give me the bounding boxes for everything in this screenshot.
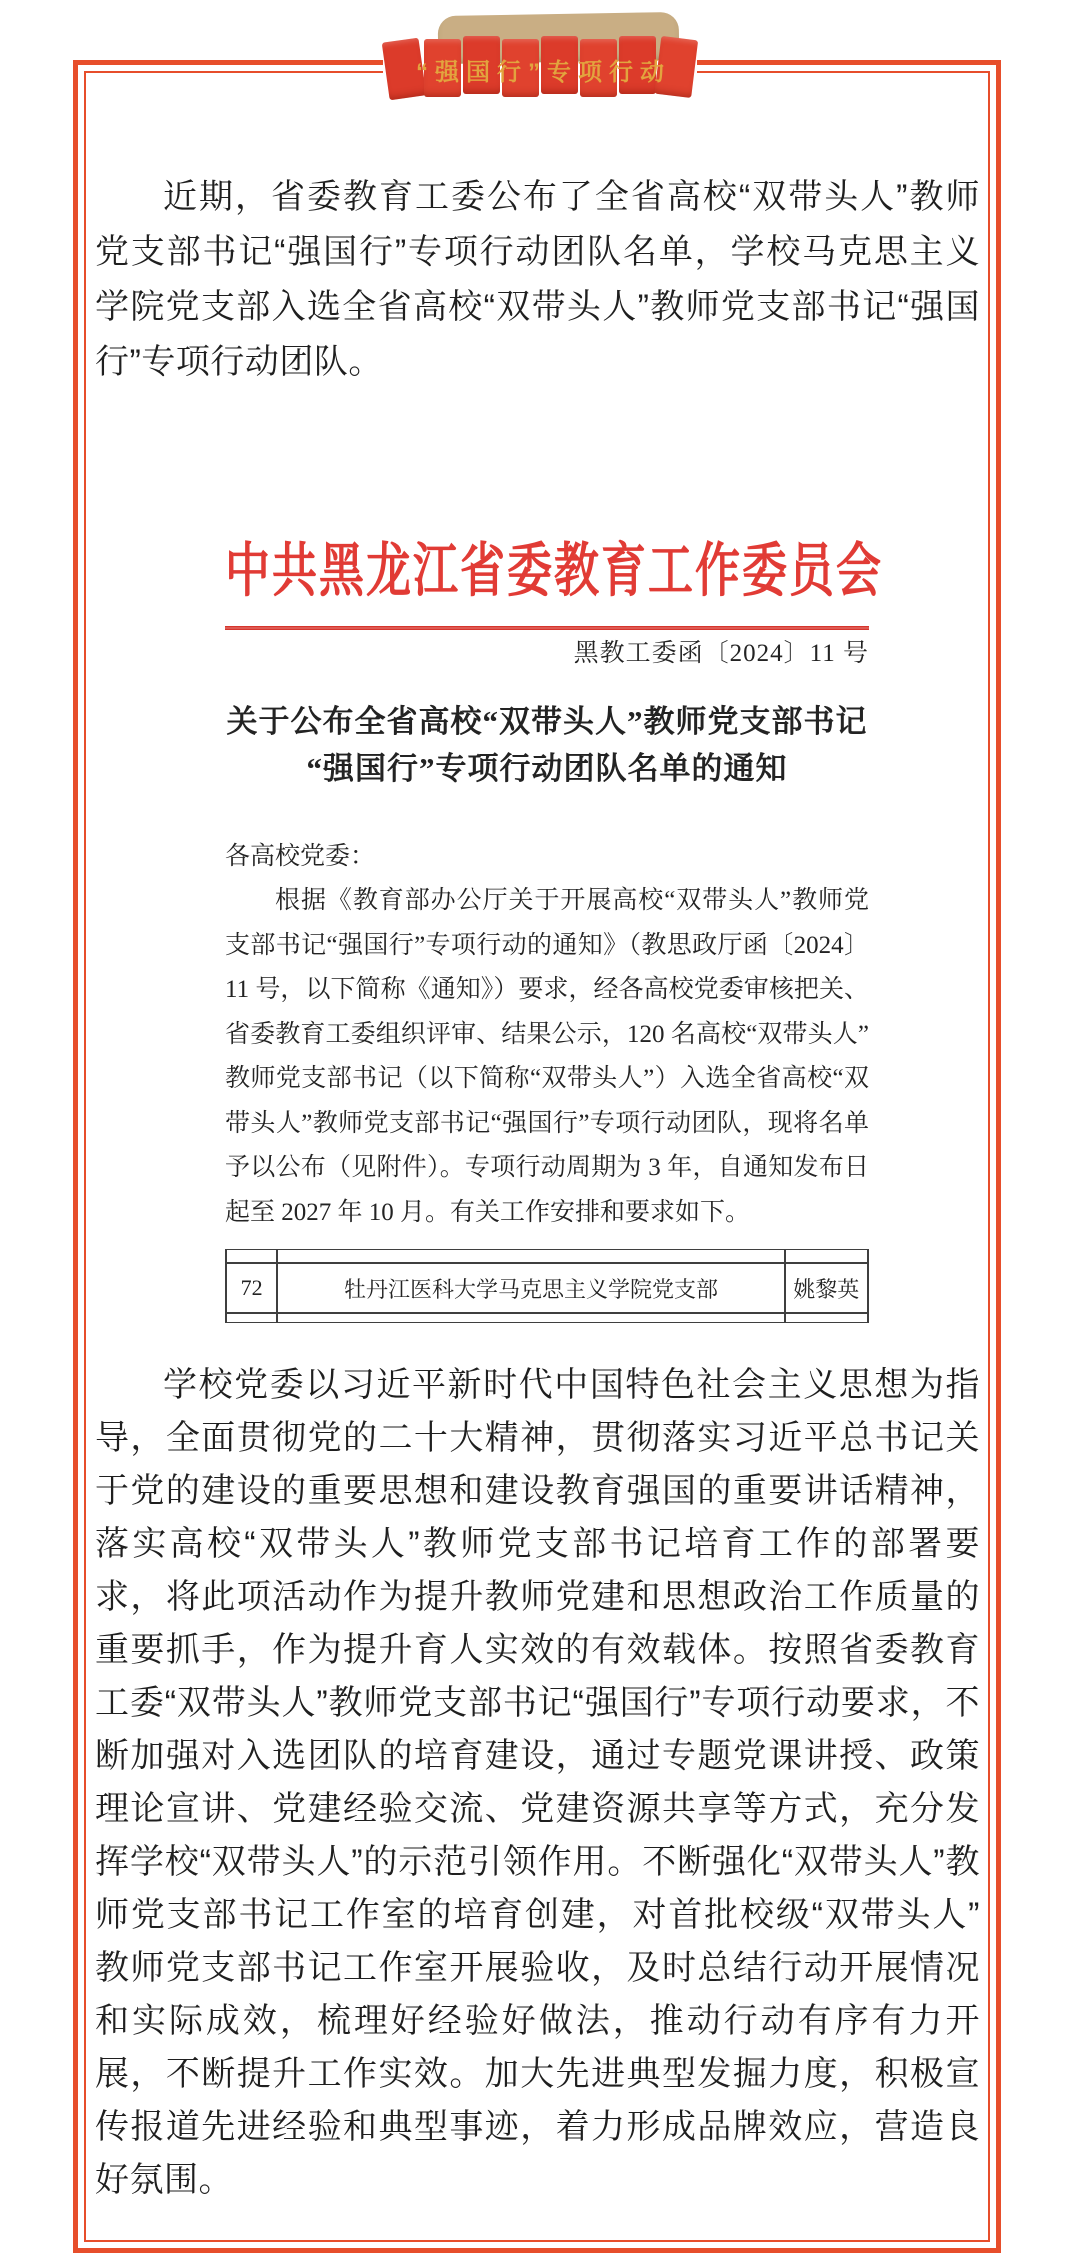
- table-row-sliver-below: [225, 1314, 869, 1323]
- notice-title-line1: 关于公布全省高校“双带头人”教师党支部书记: [226, 704, 868, 739]
- ribbon-banner-image: [383, 0, 697, 116]
- closing-paragraph: 学校党委以习近平新时代中国特色社会主义思想为指导，全面贯彻党的二十大精神，贯彻落实习近平总书记关于党的建设的重要思想和建设教育强国的重要讲话精神，落实高校“双带头人”教师党支部书记培育工作的部署要求，将此项活动作为提升教师党建和思想政治工作质量的重要抓手，作为提升育人实效的有效载体。按照省委教育工委“双带头人”教师党支部书记“强国行”专项行动要求，不断加强对入选团队的培育建设，通过专题党课讲授、政策理论宣讲、党建经验交流、党建资源共享等方式，充分发挥学校“双带头人”的示范引领作用。不断强化“双带头人”教师党支部书记工作室的培育创建，对首批校级“双带头人”教师党支部书记工作室开展验收，及时总结行动开展情况和实际成效，梳理好经验好做法，推动行动有序有力开展，不断提升工作实效。加大先进典型发掘力度，积极宣传报道先进经验和典型事迹，着力形成品牌效应，营造良好氛围。: [95, 1366, 980, 2199]
- document-table-fragment: [225, 1249, 869, 1323]
- notice-title: [225, 698, 869, 792]
- table-cell-branch: 牡丹江医科大学马克思主义学院党支部: [278, 1264, 785, 1312]
- document-number: 黑教工委函〔2024〕11 号: [573, 640, 869, 667]
- letterhead-agency-title: 中共黑龙江省委教育工作委员会: [225, 538, 884, 604]
- letterhead-red-rule: [225, 626, 869, 630]
- table-cell-secretary: 姚黎英: [786, 1264, 869, 1312]
- table-row-sliver-above: [225, 1249, 869, 1262]
- intro-paragraph: 近期，省委教育工委公布了全省高校“双带头人”教师党支部书记“强国行”专项行动团队名单，学校马克思主义学院党支部入选全省高校“双带头人”教师党支部书记“强国行”专项行动团队。: [95, 178, 980, 381]
- notice-title-line2: “强国行”专项行动团队名单的通知: [306, 751, 788, 786]
- document-salutation: 各高校党委：: [225, 843, 376, 870]
- banner-title-text: “强国行”专项行动: [416, 59, 671, 86]
- article-content: [95, 0, 980, 2207]
- document-body-paragraph: 根据《教育部办公厅关于开展高校“双带头人”教师党支部书记“强国行”专项行动的通知》（教思政厅函〔2024〕11 号，以下简称《通知》）要求，经各高校党委审核把关、省委教育工委组织评审、结果公示，120 名高校“双带头人”教师党支部书记（以下简称“双带头人”）入选全省高校“双带头人”教师党支部书记“强国行”专项行动团队，现将名单予以公布（见附件）。专项行动周期为 3 年，自通知发布日起至 2027 年 10 月。有关工作安排和要求如下。: [225, 887, 869, 1226]
- official-document-image: [225, 538, 884, 1323]
- table-cell-index: 72: [227, 1264, 278, 1312]
- table-row: [225, 1262, 869, 1314]
